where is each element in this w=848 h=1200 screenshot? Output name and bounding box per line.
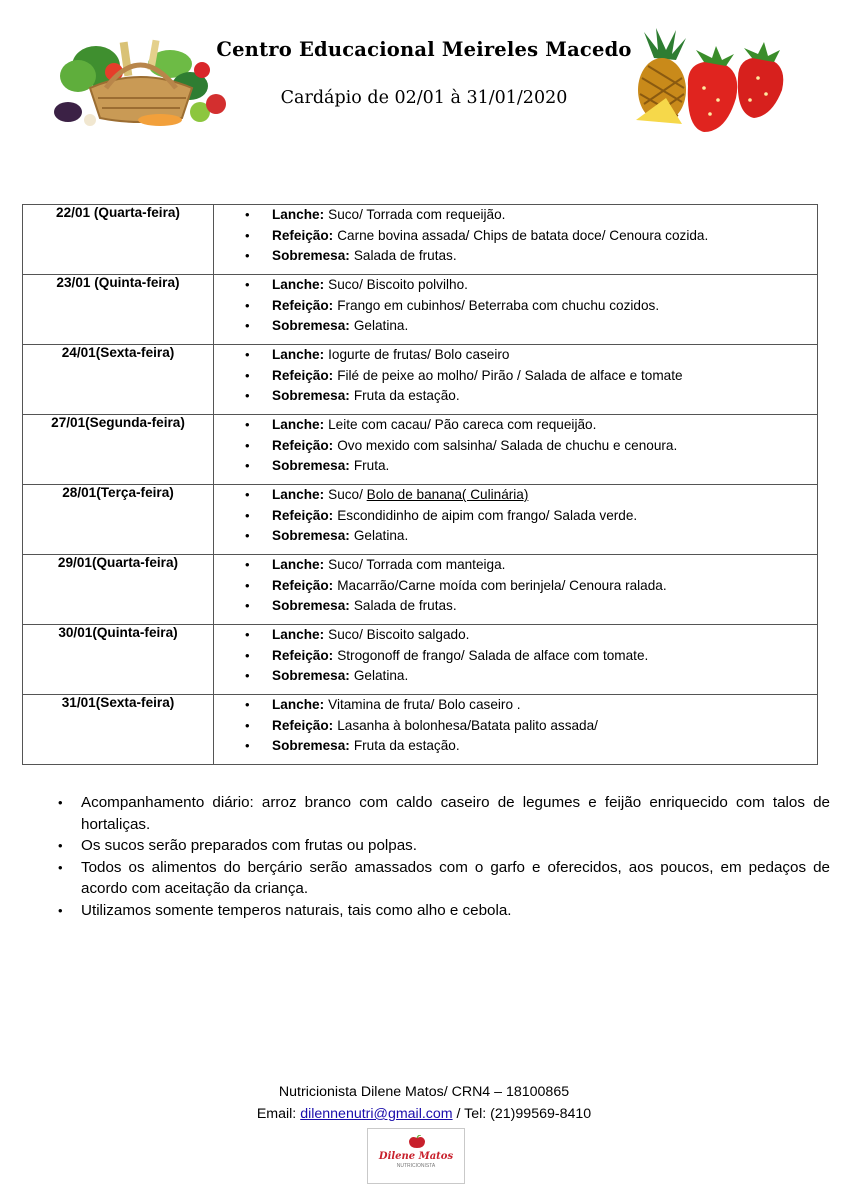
- list-item: [245, 415, 817, 436]
- bullet-icon: •: [245, 577, 250, 593]
- bullet-icon: •: [245, 738, 250, 753]
- nutritionist-line: Nutricionista Dilene Matos/ CRN4 – 18100865: [278, 1084, 570, 1100]
- day-label: 31/01(Sexta-feira): [23, 695, 214, 765]
- phone-text: / Tel: (21)99569-8410: [452, 1106, 592, 1122]
- list-item: [245, 436, 817, 457]
- list-item: [245, 316, 817, 337]
- day-label: 24/01(Sexta-feira): [23, 345, 214, 415]
- list-item: [245, 456, 817, 477]
- contact-line: [0, 1106, 848, 1122]
- list-item: [245, 345, 817, 366]
- meal-label: Lanche:: [272, 347, 325, 362]
- list-item: [245, 646, 817, 667]
- bullet-icon: •: [245, 647, 250, 663]
- meal-value: Suco/ Torrada com requeijão.: [328, 207, 506, 222]
- list-item: [245, 226, 817, 247]
- meal-label: Sobremesa:: [272, 528, 350, 543]
- meal-label: Sobremesa:: [272, 248, 350, 263]
- bullet-icon: •: [245, 717, 250, 733]
- meal-value: Suco/ Biscoito salgado.: [328, 627, 470, 642]
- meal-label: Refeição:: [272, 507, 334, 523]
- meal-label: Sobremesa:: [272, 458, 350, 473]
- email-label: Email:: [256, 1106, 301, 1122]
- notes-list: [58, 792, 830, 921]
- bullet-icon: •: [245, 367, 250, 383]
- list-item: [245, 485, 817, 506]
- list-item: [58, 835, 830, 857]
- meal-value: Macarrão/Carne moída com berinjela/ Cenoura ralada.: [337, 577, 667, 593]
- meal-value: Fruta da estação.: [353, 738, 460, 753]
- meal-value: Lasanha à bolonhesa/Batata palito assada/: [337, 717, 598, 733]
- meal-label: Refeição:: [272, 717, 334, 733]
- meal-list: [214, 695, 817, 757]
- table-row: [23, 555, 818, 625]
- list-item: [245, 526, 817, 547]
- note-text: Todos os alimentos do berçário serão amassados com o garfo e oferecidos, aos poucos, em pedaços de acordo com aceitação da criança.: [81, 858, 830, 897]
- meal-value: Vitamina de fruta/ Bolo caseiro .: [328, 697, 521, 712]
- meal-list: [214, 415, 817, 477]
- meal-label: Lanche:: [272, 487, 325, 502]
- meal-value: Frango em cubinhos/ Beterraba com chuchu cozidos.: [337, 297, 660, 313]
- list-item: [58, 857, 830, 900]
- meal-value: Gelatina.: [353, 668, 409, 683]
- table-row: [23, 275, 818, 345]
- school-name: Centro Educacional Meireles Macedo: [216, 38, 632, 61]
- day-label: 22/01 (Quarta-feira): [23, 205, 214, 275]
- list-item: [245, 296, 817, 317]
- meal-value: Gelatina.: [353, 318, 409, 333]
- meal-list: [214, 345, 817, 407]
- meal-label: Sobremesa:: [272, 668, 350, 683]
- meal-value: Gelatina.: [353, 528, 409, 543]
- meal-list: [214, 625, 817, 687]
- bullet-icon: •: [245, 417, 250, 432]
- bullet-icon: •: [58, 838, 63, 853]
- meal-cell: [214, 275, 818, 345]
- day-label: 29/01(Quarta-feira): [23, 555, 214, 625]
- bullet-icon: •: [245, 347, 250, 362]
- meal-cell: [214, 555, 818, 625]
- note-text: Acompanhamento diário: arroz branco com caldo caseiro de legumes e feijão enriquecido com talos de hortaliças.: [81, 794, 830, 833]
- recipe-link[interactable]: Bolo de banana( Culinária): [366, 487, 529, 502]
- meal-label: Lanche:: [272, 627, 325, 642]
- bullet-icon: •: [58, 795, 63, 810]
- bullet-icon: •: [245, 487, 250, 502]
- list-item: [245, 576, 817, 597]
- list-item: [245, 625, 817, 646]
- meal-value: Strogonoff de frango/ Salada de alface com tomate.: [337, 647, 649, 663]
- list-item: [245, 736, 817, 757]
- table-row: [23, 625, 818, 695]
- list-item: [245, 366, 817, 387]
- meal-label: Sobremesa:: [272, 318, 350, 333]
- meal-label: Sobremesa:: [272, 598, 350, 613]
- menu-table: [22, 204, 818, 765]
- meal-label: Lanche:: [272, 417, 325, 432]
- bullet-icon: •: [245, 437, 250, 453]
- logo-text: Dilene Matos: [378, 1151, 454, 1162]
- day-label: 23/01 (Quinta-feira): [23, 275, 214, 345]
- meal-label: Refeição:: [272, 297, 334, 313]
- meal-list: [214, 555, 817, 617]
- meal-value: Fruta da estação.: [353, 388, 460, 403]
- meal-cell: [214, 695, 818, 765]
- list-item: [245, 695, 817, 716]
- bullet-icon: •: [245, 507, 250, 523]
- meal-value: Escondidinho de aipim com frango/ Salada verde.: [337, 507, 638, 523]
- meal-value: Suco/: [328, 487, 367, 502]
- meal-value: Suco/ Torrada com manteiga.: [328, 557, 506, 572]
- meal-value: Carne bovina assada/ Chips de batata doce/ Cenoura cozida.: [337, 227, 709, 243]
- meal-value: Iogurte de frutas/ Bolo caseiro: [328, 347, 510, 362]
- list-item: [245, 716, 817, 737]
- meal-cell: [214, 205, 818, 275]
- bullet-icon: •: [245, 248, 250, 263]
- meal-value: Salada de frutas.: [353, 598, 457, 613]
- list-item: [58, 900, 830, 922]
- table-row: [23, 415, 818, 485]
- bullet-icon: •: [245, 297, 250, 313]
- list-item: [245, 246, 817, 267]
- meal-list: [214, 205, 817, 267]
- meal-label: Refeição:: [272, 367, 334, 383]
- meal-cell: [214, 485, 818, 555]
- meal-value: Filé de peixe ao molho/ Pirão / Salada de alface e tomate: [337, 367, 683, 383]
- day-label: 27/01(Segunda-feira): [23, 415, 214, 485]
- meal-label: Lanche:: [272, 697, 325, 712]
- list-item: [245, 666, 817, 687]
- bullet-icon: •: [245, 388, 250, 403]
- meal-label: Sobremesa:: [272, 388, 350, 403]
- nutritionist-logo: [367, 1128, 465, 1184]
- list-item: [245, 275, 817, 296]
- bullet-icon: •: [245, 277, 250, 292]
- table-row: [23, 695, 818, 765]
- list-item: [245, 386, 817, 407]
- list-item: [245, 205, 817, 226]
- bullet-icon: •: [58, 859, 63, 875]
- note-text: Os sucos serão preparados com frutas ou polpas.: [81, 837, 417, 854]
- meal-label: Lanche:: [272, 557, 325, 572]
- meal-cell: [214, 415, 818, 485]
- table-row: [23, 205, 818, 275]
- meal-label: Refeição:: [272, 227, 334, 243]
- table-row: [23, 485, 818, 555]
- meal-value: Ovo mexido com salsinha/ Salada de chuchu e cenoura.: [337, 437, 678, 453]
- list-item: [58, 792, 830, 835]
- meal-label: Refeição:: [272, 647, 334, 663]
- table-row: [23, 345, 818, 415]
- bullet-icon: •: [245, 668, 250, 683]
- bullet-icon: •: [245, 227, 250, 243]
- bullet-icon: •: [245, 557, 250, 572]
- meal-list: [214, 485, 817, 547]
- list-item: [245, 596, 817, 617]
- email-link[interactable]: dilennenutri@gmail.com: [300, 1106, 453, 1122]
- bullet-icon: •: [245, 207, 250, 222]
- day-label: 28/01(Terça-feira): [23, 485, 214, 555]
- bullet-icon: •: [58, 902, 63, 918]
- meal-label: Refeição:: [272, 577, 334, 593]
- day-label: 30/01(Quinta-feira): [23, 625, 214, 695]
- bullet-icon: •: [245, 598, 250, 613]
- meal-list: [214, 275, 817, 337]
- note-text: Utilizamos somente temperos naturais, tais como alho e cebola.: [81, 901, 512, 919]
- bullet-icon: •: [245, 318, 250, 333]
- meal-label: Sobremesa:: [272, 738, 350, 753]
- meal-value: Suco/ Biscoito polvilho.: [328, 277, 468, 292]
- logo-subtext: NUTRICIONISTA: [396, 1163, 436, 1169]
- apple-logo-icon: [408, 1135, 426, 1149]
- bullet-icon: •: [245, 458, 250, 473]
- meal-label: Lanche:: [272, 207, 325, 222]
- list-item: [245, 555, 817, 576]
- meal-label: Refeição:: [272, 437, 334, 453]
- meal-value: Salada de frutas.: [353, 248, 457, 263]
- meal-cell: [214, 625, 818, 695]
- list-item: [245, 506, 817, 527]
- bullet-icon: •: [245, 528, 250, 543]
- bullet-icon: •: [245, 697, 250, 712]
- meal-label: Lanche:: [272, 277, 325, 292]
- meal-value: Leite com cacau/ Pão careca com requeijão.: [328, 417, 597, 432]
- meal-value: Fruta.: [353, 458, 390, 473]
- menu-period-title: Cardápio de 02/01 à 31/01/2020: [280, 88, 568, 108]
- meal-cell: [214, 345, 818, 415]
- bullet-icon: •: [245, 627, 250, 642]
